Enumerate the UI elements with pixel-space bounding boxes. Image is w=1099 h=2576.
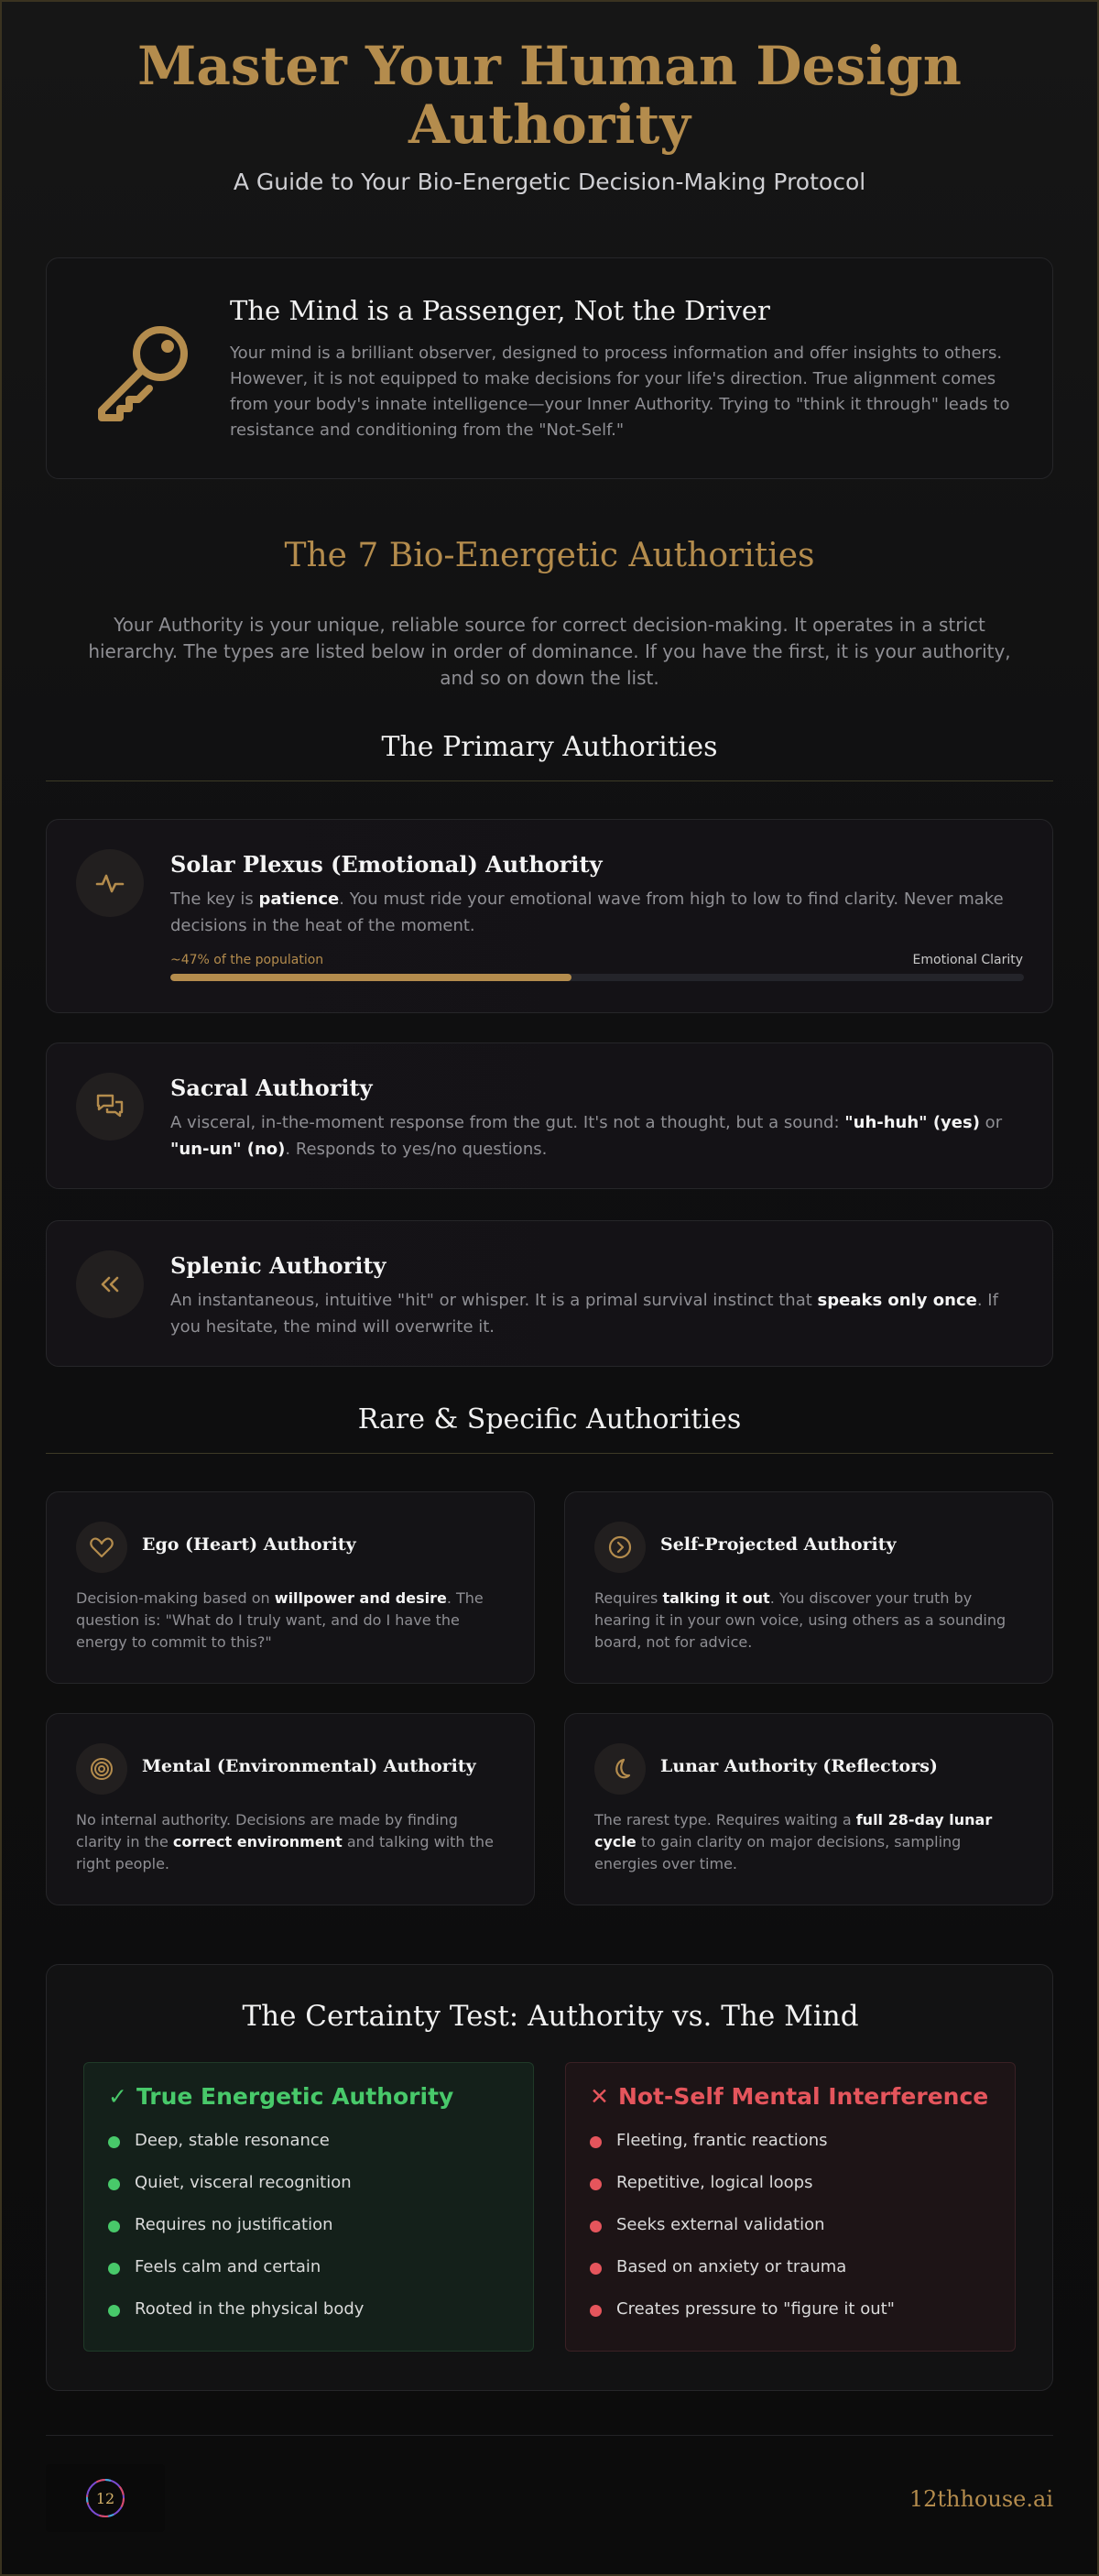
divider [46, 1453, 1053, 1454]
heart-icon [76, 1522, 127, 1573]
authority-title: Ego (Heart) Authority [142, 1534, 356, 1555]
primary-heading: The Primary Authorities [381, 731, 718, 763]
authority-title: Mental (Environmental) Authority [142, 1756, 476, 1776]
authority-text: Decision-making based on willpower and desire. The question is: "What do I truly want, and do I have the energy to commit to this?" [76, 1589, 484, 1651]
true-authority-list [108, 2131, 364, 2341]
chat-bubbles-icon [76, 1073, 144, 1141]
list-item: Rooted in the physical body [108, 2299, 364, 2341]
authority-text: The rarest type. Requires waiting a full 28-day lunar cycle to gain clarity on major decisions, sampling energies over time. [594, 1811, 993, 1872]
authorities-lead: Your Authority is your unique, reliable source for correct decision-making. It operates in a strict hierarchy. The types are listed below in order of dominance. If you have the first, it is your authority, and so on down the list. [88, 614, 1011, 689]
list-item: Creates pressure to "figure it out" [590, 2299, 895, 2341]
brand-name[interactable]: 12thhouse.ai [909, 2486, 1053, 2512]
true-authority-heading: ✓ True Energetic Authority [108, 2083, 454, 2110]
list-item: Fleeting, frantic reactions [590, 2131, 895, 2173]
not-self-column [565, 2062, 1016, 2352]
brand-logo[interactable] [46, 2464, 165, 2532]
target-icon [76, 1743, 127, 1795]
intro-card [46, 257, 1053, 479]
double-chevron-left-icon [76, 1250, 144, 1318]
population-bar [170, 974, 1024, 981]
list-item: Seeks external validation [590, 2215, 895, 2257]
authority-title: Solar Plexus (Emotional) Authority [170, 851, 603, 878]
authority-card-mental [46, 1713, 535, 1905]
intro-text: Your mind is a brilliant observer, designed to process information and offer insights to others. However, it is not equipped to make decisions for your life's direction. True alignment comes from your body's innate intelligence—your Inner Authority. Trying to "think it through" leads to resistance and conditioning from the "Not-Self." [230, 344, 1010, 440]
authority-text: No internal authority. Decisions are made by finding clarity in the correct environment and talking with the right people. [76, 1811, 494, 1872]
authority-card-ego [46, 1491, 535, 1684]
true-authority-column [83, 2062, 534, 2352]
authority-text: Requires talking it out. You discover your truth by hearing it in your own voice, using others as a sounding board, not for advice. [594, 1589, 1007, 1651]
authorities-title: The 7 Bio-Energetic Authorities [284, 537, 815, 574]
certainty-title: The Certainty Test: Authority vs. The Mind [242, 2000, 859, 2033]
list-item: Requires no justification [108, 2215, 364, 2257]
x-icon: ✕ [590, 2083, 609, 2110]
logo-icon [78, 2471, 133, 2526]
population-bar-fill [170, 974, 571, 981]
pulse-icon [76, 849, 144, 917]
authority-text: An instantaneous, intuitive "hit" or whisper. It is a primal survival instinct that speaks only once. If you hesitate, the mind will overwrite it. [170, 1291, 998, 1337]
certainty-card [46, 1964, 1053, 2391]
intro-title: The Mind is a Passenger, Not the Driver [230, 295, 770, 326]
list-item: Based on anxiety or trauma [590, 2257, 895, 2299]
authority-title: Splenic Authority [170, 1252, 386, 1279]
authority-text: The key is patience. You must ride your emotional wave from high to low to find clarity. Never make decisions in the heat of the moment. [170, 890, 1004, 935]
circle-chevron-right-icon [594, 1522, 646, 1573]
divider [46, 780, 1053, 781]
list-item: Repetitive, logical loops [590, 2173, 895, 2215]
rare-heading: Rare & Specific Authorities [357, 1403, 742, 1435]
moon-icon [594, 1743, 646, 1795]
page-title: Master Your Human Design Authority [137, 35, 962, 156]
authority-title: Lunar Authority (Reflectors) [660, 1756, 938, 1776]
list-item: Quiet, visceral recognition [108, 2173, 364, 2215]
authority-card-lunar [564, 1713, 1053, 1905]
footer-divider [46, 2435, 1053, 2436]
authority-card-solar-plexus [46, 819, 1053, 1013]
authority-title: Self-Projected Authority [660, 1534, 897, 1555]
authority-card-self-projected [564, 1491, 1053, 1684]
svg-text:12: 12 [95, 2490, 115, 2507]
list-item: Feels calm and certain [108, 2257, 364, 2299]
authority-card-sacral [46, 1042, 1053, 1189]
meter-label: Emotional Clarity [912, 953, 1023, 967]
authority-title: Sacral Authority [170, 1075, 373, 1101]
list-item: Deep, stable resonance [108, 2131, 364, 2173]
page-subtitle: A Guide to Your Bio-Energetic Decision-Making Protocol [233, 169, 866, 195]
authority-text: A visceral, in-the-moment response from the gut. It's not a thought, but a sound: "uh-huh" (yes) or "un-un" (no). Responds to yes/no questions. [170, 1113, 1003, 1159]
not-self-list [590, 2131, 895, 2341]
authority-card-splenic [46, 1220, 1053, 1367]
key-icon [89, 315, 199, 425]
not-self-heading: ✕ Not-Self Mental Interference [590, 2083, 989, 2110]
population-label: ~47% of the population [170, 953, 324, 967]
check-icon: ✓ [108, 2083, 127, 2110]
